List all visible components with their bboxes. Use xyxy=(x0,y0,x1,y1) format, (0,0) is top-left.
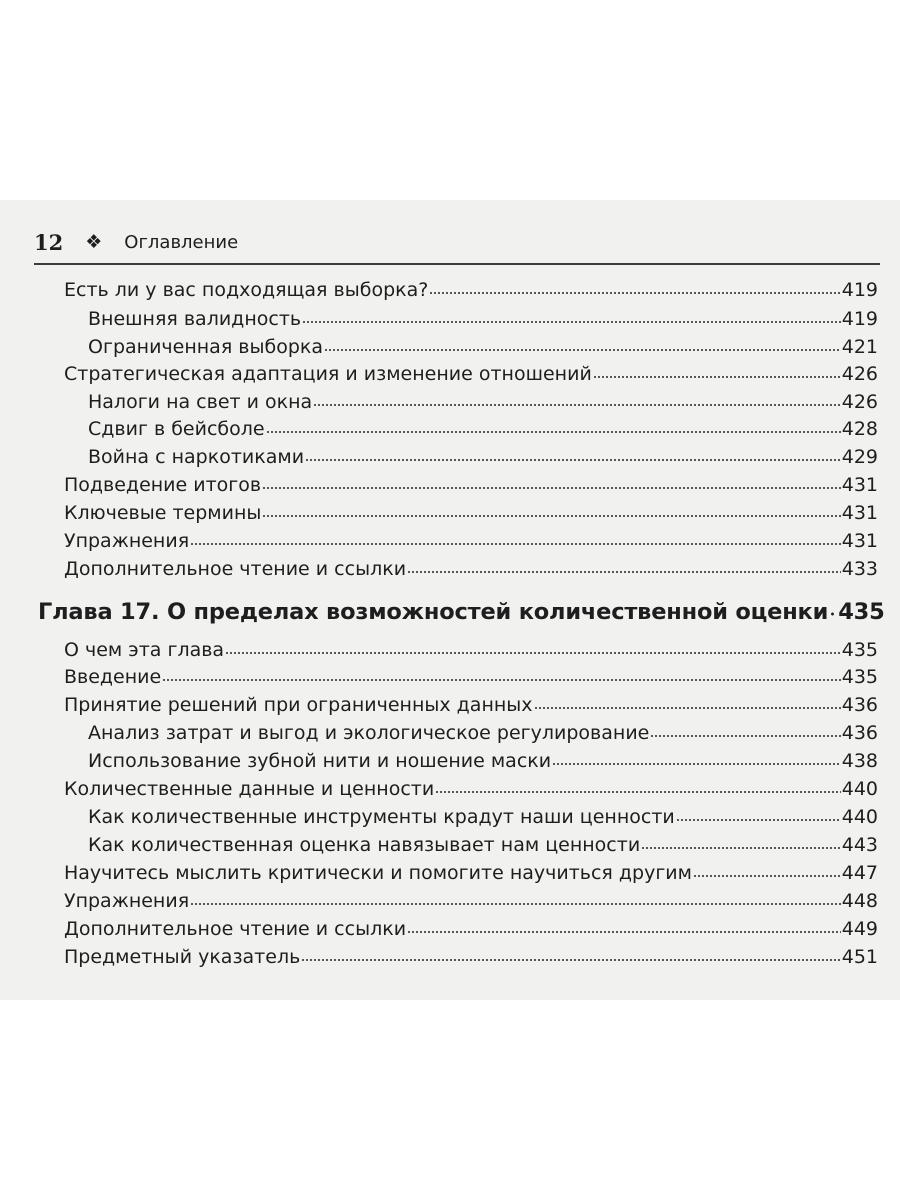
toc-page-number: 421 xyxy=(841,336,878,358)
toc-chapter-heading xyxy=(38,596,885,628)
toc-entry xyxy=(88,832,878,860)
dot-leader xyxy=(650,720,840,739)
toc-page-number: 451 xyxy=(841,946,878,968)
toc-entry xyxy=(64,916,878,944)
dot-leader xyxy=(225,637,841,656)
header-divider xyxy=(34,263,880,265)
dot-leader xyxy=(593,361,841,380)
toc-entry-title: Количественные данные и ценности xyxy=(64,778,435,800)
toc-page-number: 438 xyxy=(841,750,878,772)
toc-entry xyxy=(64,776,878,804)
toc-entry-title: Глава 17. О пределах возможностей количественной оценки xyxy=(38,598,829,625)
dot-leader xyxy=(407,556,841,575)
diamond-ornament-icon: ❖ xyxy=(85,231,103,253)
toc-entry-title: О чем эта глава xyxy=(64,639,225,661)
toc-entry-title: Введение xyxy=(64,666,162,688)
toc-entry-title: Использование зубной нити и ношение маски xyxy=(88,750,552,772)
toc-page-number: 429 xyxy=(841,446,878,468)
dot-leader xyxy=(641,832,841,851)
dot-leader xyxy=(190,528,841,547)
dot-leader xyxy=(324,334,841,353)
page-number: 12 xyxy=(34,229,64,255)
toc-entry-title: Упражнения xyxy=(64,890,190,912)
toc-page-number: 449 xyxy=(841,918,878,940)
toc-entry xyxy=(88,720,878,748)
toc-page-number: 419 xyxy=(841,279,878,301)
toc-entry xyxy=(64,888,878,916)
dot-leader xyxy=(301,944,840,963)
toc-entry-title: Подведение итогов xyxy=(64,474,262,496)
toc-page-number: 431 xyxy=(841,502,878,524)
toc-entry xyxy=(64,500,878,528)
toc-entry xyxy=(64,692,878,720)
toc-entry-title: Упражнения xyxy=(64,530,190,552)
toc-page-number: 435 xyxy=(841,639,878,661)
toc-entry xyxy=(64,664,878,692)
toc-page-number: 431 xyxy=(841,474,878,496)
toc-entry-title: Стратегическая адаптация и изменение отношений xyxy=(64,363,592,385)
toc-entry xyxy=(88,334,878,362)
dot-leader xyxy=(262,472,841,491)
toc-entry-title: Внешняя валидность xyxy=(88,308,302,330)
toc-entry-title: Налоги на свет и окна xyxy=(88,391,313,413)
toc-page-number: 431 xyxy=(841,530,878,552)
toc-page-number: 426 xyxy=(841,363,878,385)
dot-leader xyxy=(302,306,841,325)
dot-leader xyxy=(262,500,840,519)
toc-entry-title: Как количественные инструменты крадут наши ценности xyxy=(88,806,675,828)
toc-entry xyxy=(88,804,878,832)
toc-entry xyxy=(64,944,878,972)
toc-entry xyxy=(64,277,878,305)
toc-page-number: 443 xyxy=(841,834,878,856)
dot-leader xyxy=(429,277,840,296)
toc-entry-title: Как количественная оценка навязывает нам ценности xyxy=(88,834,641,856)
dot-leader xyxy=(552,748,841,767)
toc-entry xyxy=(88,748,878,776)
dot-leader xyxy=(534,692,841,711)
toc-page-number: 436 xyxy=(841,694,878,716)
dot-leader xyxy=(407,916,841,935)
dot-leader xyxy=(266,416,841,435)
toc-page-number: 428 xyxy=(841,418,878,440)
dot-leader xyxy=(829,596,837,619)
toc-page-number: 426 xyxy=(841,391,878,413)
toc-entry-title: Предметный указатель xyxy=(64,946,301,968)
toc-page-number: 447 xyxy=(841,862,878,884)
toc-entry xyxy=(64,528,878,556)
toc-entry-title: Дополнительное чтение и ссылки xyxy=(64,918,407,940)
toc-entry xyxy=(64,472,878,500)
dot-leader xyxy=(313,389,841,408)
toc-entry-title: Дополнительное чтение и ссылки xyxy=(64,558,407,580)
toc-entry-title: Научитесь мыслить критически и помогите научиться другим xyxy=(64,862,692,884)
toc-entry-title: Есть ли у вас подходящая выборка? xyxy=(64,279,429,301)
toc-page-number: 433 xyxy=(841,558,878,580)
toc-entry-title: Ключевые термины xyxy=(64,502,262,524)
toc-page-number: 435 xyxy=(838,598,885,625)
running-header-title: Оглавление xyxy=(124,231,239,253)
dot-leader xyxy=(162,664,841,683)
toc-entry-title: Принятие решений при ограниченных данных xyxy=(64,694,533,716)
page-header xyxy=(34,227,238,257)
toc-entry xyxy=(64,860,878,888)
toc-page-number: 436 xyxy=(841,722,878,744)
toc-entry xyxy=(88,444,878,472)
toc-entry xyxy=(88,416,878,444)
toc-page-number: 440 xyxy=(841,778,878,800)
toc-entry xyxy=(64,556,878,584)
toc-entry xyxy=(88,389,878,417)
toc-entry-title: Война с наркотиками xyxy=(88,446,305,468)
toc-page-number: 448 xyxy=(841,890,878,912)
dot-leader xyxy=(190,888,841,907)
toc-entry-title: Ограниченная выборка xyxy=(88,336,324,358)
dot-leader xyxy=(435,776,841,795)
dot-leader xyxy=(676,804,841,823)
toc-page-number: 435 xyxy=(841,666,878,688)
toc-entry-title: Анализ затрат и выгод и экологическое регулирование xyxy=(88,722,650,744)
dot-leader xyxy=(305,444,841,463)
toc-entry xyxy=(88,306,878,334)
toc-entry xyxy=(64,637,878,665)
toc-entry-title: Сдвиг в бейсболе xyxy=(88,418,265,440)
toc-page-number: 440 xyxy=(841,806,878,828)
toc-page-number: 419 xyxy=(841,308,878,330)
dot-leader xyxy=(693,860,841,879)
toc-entry xyxy=(64,361,878,389)
